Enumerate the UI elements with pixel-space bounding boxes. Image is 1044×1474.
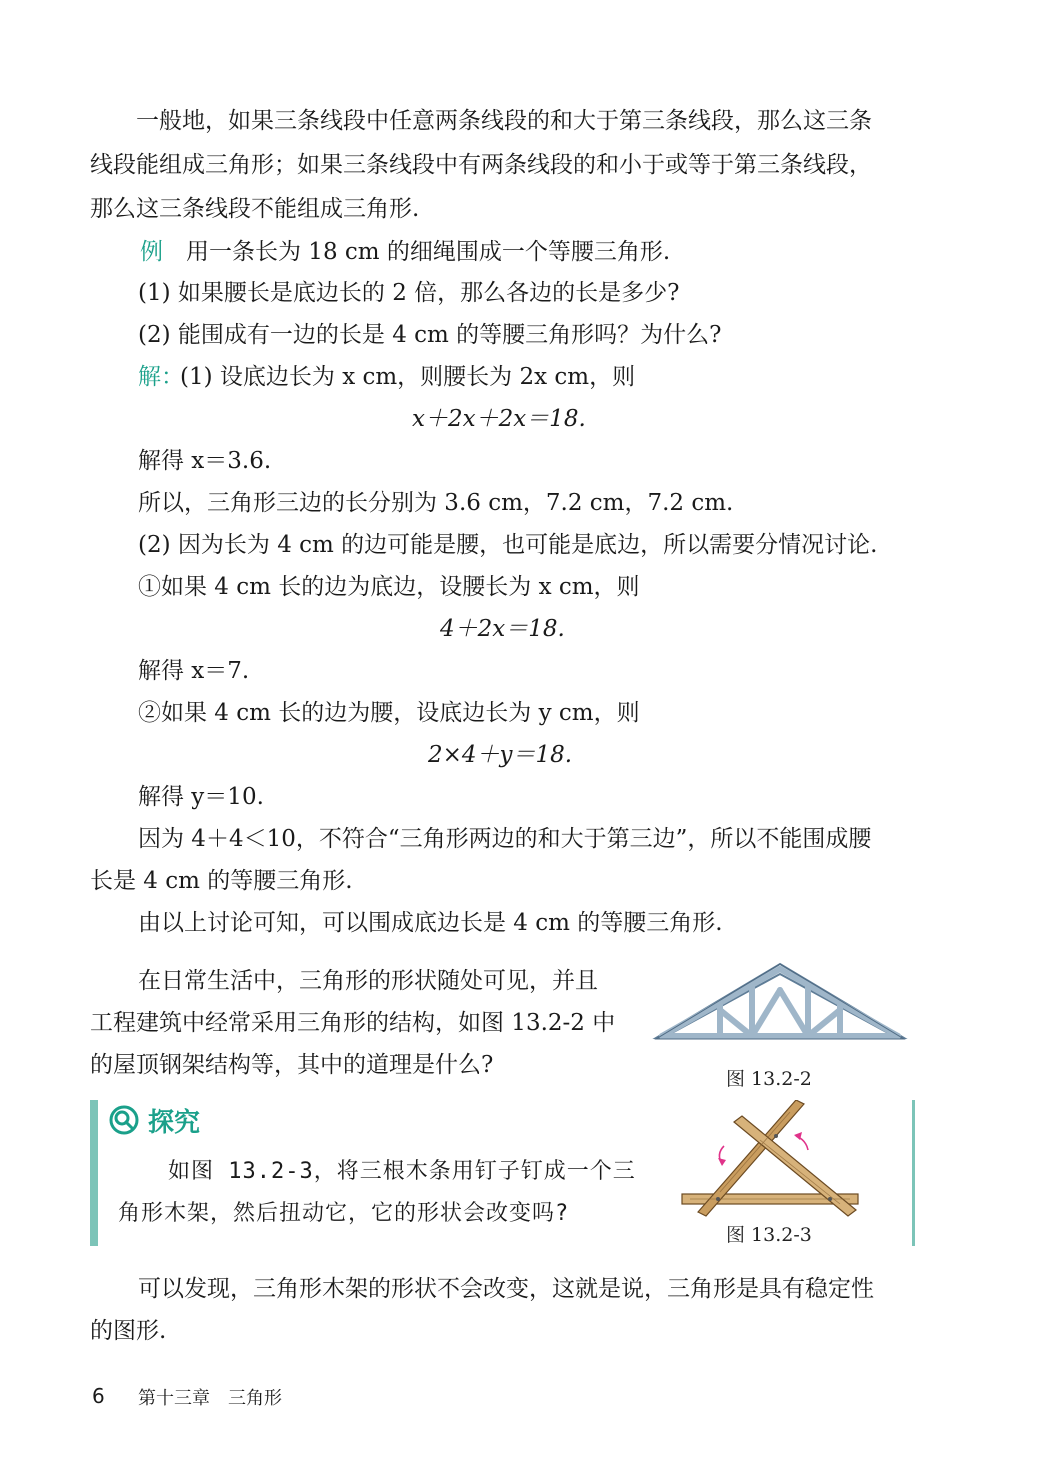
example-question-2: (2) 能围成有一边的长是 4 cm 的等腰三角形吗？为什么? (138, 322, 722, 348)
figure-13-2-3-caption: 图 13.2-3 (726, 1224, 812, 1246)
equation-1: x＋2x＋2x＝18. (412, 406, 586, 432)
intro-line-2: 线段能组成三角形；如果三条线段中有两条线段的和小于或等于第三条线段， (90, 152, 872, 178)
conclusion-line-2: 的图形. (90, 1318, 167, 1344)
equation-2: 4＋2x＝18. (440, 616, 565, 642)
intro-line-1: 一般地，如果三条线段中任意两条线段的和大于第三条线段，那么这三条 (136, 108, 872, 134)
explore-line-1: 如图 13.2-3，将三根木条用钉子钉成一个三 (168, 1159, 636, 1184)
roof-truss-figure (652, 960, 908, 1042)
explore-line-2: 角形木架，然后扭动它，它的形状会改变吗? (118, 1201, 570, 1226)
result-5a: 因为 4＋4＜10，不符合“三角形两边的和大于第三边”，所以不能围成腰 (138, 826, 872, 852)
life-line-1: 在日常生活中，三角形的形状随处可见，并且 (138, 968, 598, 994)
case-1: ①如果 4 cm 长的边为底边，设腰长为 x cm，则 (138, 574, 640, 600)
equation-3: 2×4＋y＝18. (428, 742, 573, 768)
result-1: 解得 x＝3.6. (138, 448, 272, 474)
conclusion-line-1: 可以发现，三角形木架的形状不会改变，这就是说，三角形是具有稳定性 (138, 1276, 874, 1302)
page-number: 6 (92, 1384, 105, 1408)
explore-icon (108, 1104, 140, 1136)
chapter-title: 第十三章 三角形 (138, 1388, 282, 1409)
example-label: 例 (140, 239, 163, 265)
result-3: 解得 x＝7. (138, 658, 250, 684)
result-2: 所以，三角形三边的长分别为 3.6 cm，7.2 cm，7.2 cm. (138, 490, 734, 516)
figure-13-2-2-caption: 图 13.2-2 (726, 1068, 812, 1090)
wooden-triangle-figure (680, 1100, 860, 1218)
life-line-2: 工程建筑中经常采用三角形的结构，如图 13.2-2 中 (90, 1010, 616, 1036)
result-5b: 长是 4 cm 的等腰三角形. (90, 868, 353, 894)
intro-line-3: 那么这三条线段不能组成三角形. (90, 196, 420, 222)
solution-label: 解： (138, 364, 184, 390)
explore-title: 探究 (148, 1108, 201, 1138)
case-2: ②如果 4 cm 长的边为腰，设底边长为 y cm，则 (138, 700, 640, 726)
result-6: 由以上讨论可知，可以围成底边长是 4 cm 的等腰三角形. (138, 910, 723, 936)
solution-step-1: (1) 设底边长为 x cm，则腰长为 2x cm，则 (180, 364, 636, 390)
example-text: 用一条长为 18 cm 的细绳围成一个等腰三角形. (186, 239, 671, 265)
solution-step-2: (2) 因为长为 4 cm 的边可能是腰，也可能是底边，所以需要分情况讨论. (138, 532, 878, 558)
life-line-3: 的屋顶钢架结构等，其中的道理是什么? (90, 1052, 494, 1078)
result-4: 解得 y＝10. (138, 784, 264, 810)
example-question-1: (1) 如果腰长是底边长的 2 倍，那么各边的长是多少? (138, 280, 680, 306)
